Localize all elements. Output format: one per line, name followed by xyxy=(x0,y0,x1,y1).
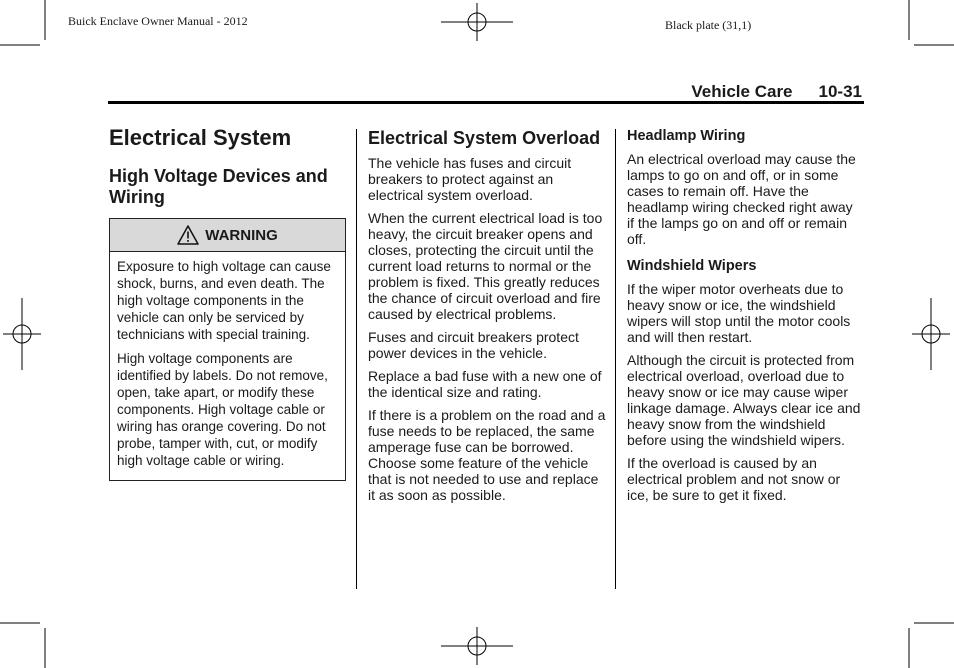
header-plate-info: Black plate (31,1) xyxy=(665,18,752,32)
warning-body xyxy=(110,252,345,480)
paragraph: The vehicle has fuses and circuit breakers to protect against an electrical system overload. xyxy=(368,155,572,203)
paragraph: If the overload is caused by an electrical problem and not snow or ice, be sure to get it fixed. xyxy=(627,455,841,503)
paragraph: Fuses and circuit breakers protect power devices in the vehicle. xyxy=(368,329,579,361)
paragraph: Although the circuit is protected from electrical overload, overload due to heavy snow or ice may cause wiper linkage damage. Always clear ice and heavy snow from the windshield before using the windshield wipers. xyxy=(627,352,861,448)
section-heading: High Voltage Devices and Wiring xyxy=(109,166,328,207)
paragraph: When the current electrical load is too heavy, the circuit breaker opens and closes, protecting the circuit until the current load returns to normal or the problem is fixed. This greatly reduces the chance of circuit overload and fire caused by electrical problems. xyxy=(368,210,603,322)
warning-header xyxy=(110,219,345,252)
warning-label: WARNING xyxy=(205,226,278,244)
warning-icon xyxy=(177,225,199,245)
section-heading: Electrical System Overload xyxy=(368,128,601,148)
paragraph: An electrical overload may cause the lamps to go on and off, or in some cases to remain off. Have the headlamp wiring checked right away if the lamps go on and off or remain off. xyxy=(627,151,856,247)
subheading-windshield-wipers: Windshield Wipers xyxy=(627,258,757,274)
column-1 xyxy=(109,166,349,208)
page-title: Electrical System xyxy=(109,125,292,150)
section-name: Vehicle Care xyxy=(691,82,793,101)
header-manual-title: Buick Enclave Owner Manual - 2012 xyxy=(68,14,248,28)
warning-paragraph: High voltage components are identified by labels. Do not remove, open, take apart, or modify these components. High voltage cable or wiring has orange covering. Do not probe, tamper with, cut, or modify high voltage cable or wiring. xyxy=(117,351,328,468)
paragraph: If the wiper motor overheats due to heavy snow or ice, the windshield wipers will stop until the motor cools and will then restart. xyxy=(627,281,851,345)
header-rule xyxy=(108,101,864,104)
column-2 xyxy=(368,128,606,510)
paragraph: Replace a bad fuse with a new one of the identical size and rating. xyxy=(368,368,602,400)
column-divider xyxy=(356,129,357,589)
warning-paragraph: Exposure to high voltage can cause shock, burns, and even death. The high voltage components in the vehicle can only be serviced by technicians with special training. xyxy=(117,259,331,342)
column-3 xyxy=(627,127,863,510)
subheading-headlamp-wiring: Headlamp Wiring xyxy=(627,128,746,144)
running-head xyxy=(640,82,862,102)
page-number: 10-31 xyxy=(818,82,862,101)
paragraph: If there is a problem on the road and a fuse needs to be replaced, the same amperage fuse can be borrowed. Choose some feature of the vehicle that is not needed to use and replace it as soon as possible. xyxy=(368,407,606,503)
warning-box xyxy=(109,218,346,481)
column-divider xyxy=(615,129,616,589)
